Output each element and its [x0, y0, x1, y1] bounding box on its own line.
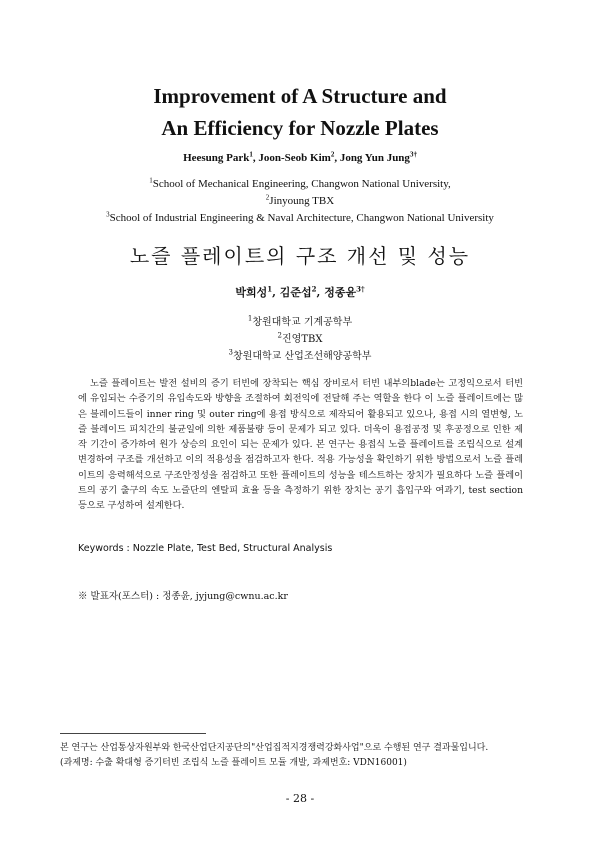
footnote-line-1: 본 연구는 산업통상자원부와 한국산업단지공단의"산업집적지경쟁력강화사업"으로 수행된 연구 결과물입니다.	[60, 743, 489, 753]
keywords-line	[78, 543, 332, 554]
author-name: 정종윤	[324, 286, 357, 299]
presenter-note: ※ 발표자(포스터) : 정종윤, jyjung@cwnu.ac.kr	[78, 591, 288, 602]
author-sup: 1	[267, 284, 273, 294]
affiliation-sup: 1	[149, 176, 153, 185]
author-sup: 2	[311, 284, 317, 294]
author-sup: 3†	[356, 284, 365, 294]
english-affiliation-2	[0, 195, 600, 207]
korean-affiliation-1	[0, 313, 600, 328]
english-affiliation-3	[0, 212, 600, 224]
english-affiliation-1	[0, 178, 600, 190]
author-name: Joon-Seob Kim	[258, 152, 331, 164]
keywords-items: Nozzle Plate, Test Bed, Structural Analysis	[132, 543, 333, 554]
affiliation-text: Jinyoung TBX	[269, 195, 335, 207]
footnote-line-2: (과제명: 수출 확대형 증기터빈 조립식 노즐 플레이트 모듈 개발, 과제번호: VDN16001)	[60, 758, 407, 768]
affiliation-sup: 1	[247, 314, 253, 323]
page-number: - 28 -	[285, 792, 315, 805]
author-sup: 1	[249, 150, 253, 159]
affiliation-text: 창원대학교 산업조선해양공학부	[233, 351, 372, 362]
footnote-divider	[60, 733, 206, 734]
author-name: Jong Yun Jung	[339, 152, 410, 164]
affiliation-sup: 3	[228, 348, 234, 357]
korean-author-list: 박희성$^1$, 김준섭$^2$, 정종윤$^{3\dagger}$	[235, 284, 365, 299]
english-title-line-2: An Efficiency for Nozzle Plates	[161, 116, 439, 140]
keywords-label: Keywords :	[78, 543, 133, 554]
author-name: 김준섭	[279, 286, 312, 299]
korean-affiliation-3	[0, 347, 600, 362]
author-name: Heesung Park	[183, 152, 250, 164]
affiliation-text: School of Industrial Engineering & Naval Architecture, Changwon National University	[109, 212, 494, 224]
author-name: 박희성	[235, 286, 268, 299]
affiliation-sup: 3	[106, 210, 110, 219]
affiliation-text: 진영TBX	[282, 334, 323, 345]
affiliation-sup: 2	[265, 193, 270, 202]
affiliation-sup: 2	[277, 331, 282, 340]
abstract-paragraph: 노즐 플레이트는 발전 설비의 증기 터빈에 장착되는 핵심 장비로서 터빈 내부의blade는 고정익으로서 터빈에 유입되는 수증기의 유입속도와 방향을 조절하여 회전익에 전달해 주는 역할을 한다 이 노즐 플레이트에는 많은 블레이드들이 inner ring 및 outer ring에 용접 방식으로 제작되어 활용되고 있으나, 용접 시의 열변형, 노즐 블레이드 피치간의 불균일에 의한 제품불량 등이 문제가 되고 있다. 더욱이 용접공정 및 후공정으로 인한 제작 기간이 증가하여 원가 상승의 요인이 되는 문제가 있다. 본 연구는 용접식 노즐 플레이트를 조립식으로 설계 변경하여 구조를 개선하고 이의 적용성을 점검하고자 한다. 적용 가능성을 확인하기 위한 방법으로서 노즐 플레이트의 응력해석으로 구조안정성을 점검하고 또한 플레이트의 성능을 테스트하는 장치가 필요하다 노즐 플레이트의 공기 출구의 속도 노즐단의 엔탈피 효율 등을 측정하기 위한 장치는 공기 흡입구와 여과기, test section 등으로 구성하여 설계한다.	[78, 378, 523, 512]
korean-affiliation-2	[0, 330, 600, 345]
author-sup: 2	[330, 150, 335, 159]
affiliation-text: 창원대학교 기계공학부	[252, 317, 353, 328]
korean-title: 노즐 플레이트의 구조 개선 및 성능	[129, 244, 471, 268]
author-sup: 3†	[409, 150, 417, 159]
english-title-line-1: Improvement of A Structure and	[153, 84, 447, 108]
affiliation-text: School of Mechanical Engineering, Changwon National University,	[152, 178, 451, 190]
english-author-list: Heesung Park$^1$, Joon-Seob Kim$^2$, Jong Yun Jung$^{3\dagger}$	[183, 150, 417, 164]
